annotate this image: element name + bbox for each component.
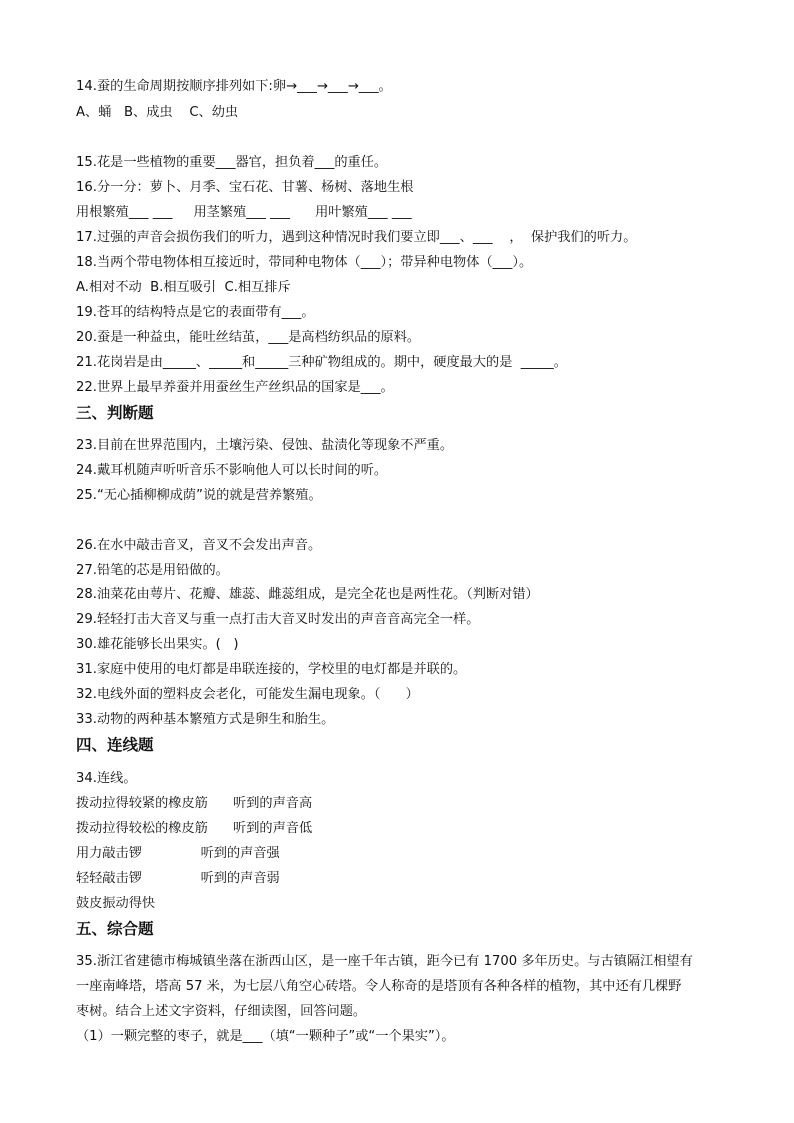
question-27: 27.铅笔的芯是用铅做的。 — [76, 563, 229, 578]
question-25: 25.“无心插柳柳成荫”说的就是营养繁殖。 — [76, 488, 322, 503]
matching-line-5: 鼓皮振动得快 — [76, 896, 156, 911]
question-14-stem: 14.蚕的生命周期按顺序排列如下:卵→___→___→___。 — [76, 79, 392, 94]
question-34-stem: 34.连线。 — [76, 771, 137, 786]
question-18-stem: 18.当两个带电物体相互接近时，带同种电物体（___）；带异种电物体（___）。 — [76, 255, 533, 270]
matching-line-3: 用力敲击锣 听到的声音强 — [76, 846, 280, 861]
matching-line-1: 拨动拉得较紧的橡皮筋 听到的声音高 — [76, 796, 313, 811]
section-heading-matching: 四、连线题 — [76, 735, 154, 754]
question-22: 22.世界上最早养蚕并用蚕丝生产丝织品的国家是___。 — [76, 380, 394, 395]
question-24: 24.戴耳机随声听听音乐不影响他人可以长时间的听。 — [76, 463, 388, 478]
question-29: 29.轻轻打击大音叉与重一点打击大音叉时发出的声音音高完全一样。 — [76, 612, 480, 627]
question-30: 30.雄花能够长出果实。( ) — [76, 637, 239, 652]
question-19: 19.苍耳的结构特点是它的表面带有___。 — [76, 305, 315, 320]
question-21: 21.花岗岩是由_____、_____和_____三种矿物组成的。期中，硬度最大的是 _____。 — [76, 355, 567, 370]
question-16-stem: 16.分一分：萝卜、月季、宝石花、甘薯、杨树、落地生根 — [76, 180, 414, 195]
question-31: 31.家庭中使用的电灯都是串联连接的，学校里的电灯都是并联的。 — [76, 662, 467, 677]
matching-line-2: 拨动拉得较松的橡皮筋 听到的声音低 — [76, 821, 313, 836]
question-28: 28.油菜花由萼片、花瓣、雄蕊、雌蕊组成，是完全花也是两性花。（判断对错） — [76, 587, 539, 602]
question-35-paragraph-line-3: 枣树。结合上述文字资料，仔细读图，回答问题。 — [76, 1004, 367, 1019]
question-23: 23.目前在世界范围内，土壤污染、侵蚀、盐渍化等现象不严重。 — [76, 438, 454, 453]
question-20: 20.蚕是一种益虫，能吐丝结茧，___是高档纺织品的原料。 — [76, 330, 421, 345]
section-heading-judgement: 三、判断题 — [76, 403, 154, 422]
question-35-sub-1: （1）一颗完整的枣子，就是___（填“一颗种子”或“一个果实”）。 — [76, 1029, 455, 1044]
question-35-paragraph-line-2: 一座南峰塔，塔高 57 米，为七层八角空心砖塔。令人称奇的是塔顶有各种各样的植物，其中还有几棵野 — [76, 979, 682, 994]
question-33: 33.动物的两种基本繁殖方式是卵生和胎生。 — [76, 712, 335, 727]
question-18-options: A.相对不动 B.相互吸引 C.相互排斥 — [76, 280, 291, 295]
question-35-paragraph-line-1: 35.浙江省建德市梅城镇坐落在浙西山区，是一座千年古镇，距今已有 1700 多年历史。与古镇隔江相望有 — [76, 954, 693, 969]
question-32: 32.电线外面的塑料皮会老化，可能发生漏电现象。（ ） — [76, 687, 419, 702]
question-15: 15.花是一些植物的重要___器官，担负着___的重任。 — [76, 155, 388, 170]
question-16-blanks: 用根繁殖___ ___ 用茎繁殖___ ___ 用叶繁殖___ ___ — [76, 205, 412, 220]
matching-line-4: 轻轻敲击锣 听到的声音弱 — [76, 871, 280, 886]
question-26: 26.在水中敲击音叉，音叉不会发出声音。 — [76, 538, 322, 553]
section-heading-comprehensive: 五、综合题 — [76, 919, 154, 938]
question-17: 17.过强的声音会损伤我们的听力，遇到这种情况时我们要立即___、___ ， 保护我们的听力。 — [76, 230, 637, 245]
question-14-options: A、蛹 B、成虫 C、幼虫 — [76, 105, 239, 120]
